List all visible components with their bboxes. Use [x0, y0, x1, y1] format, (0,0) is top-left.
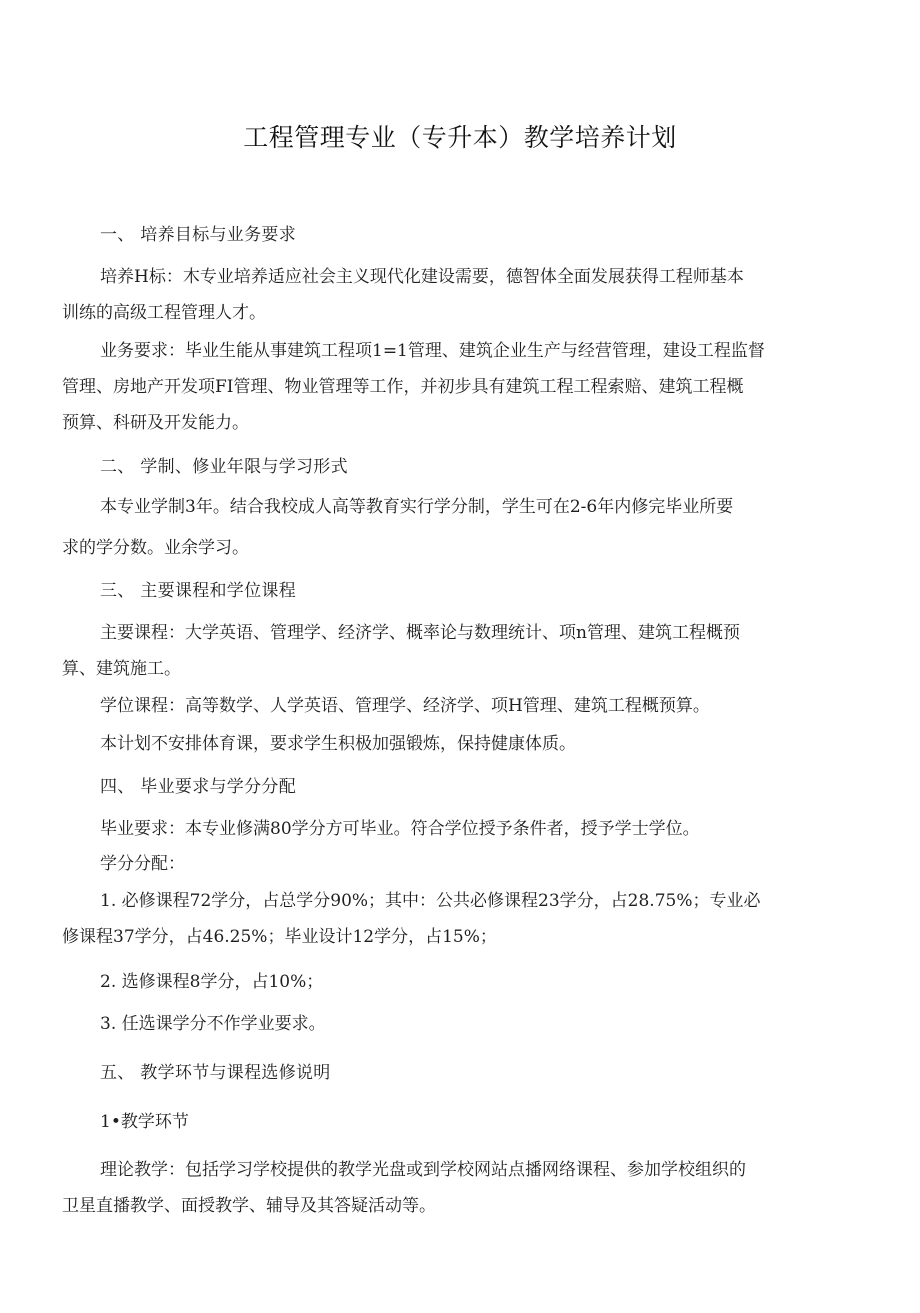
section-heading-1: 一、 培养目标与业务要求 — [100, 225, 297, 245]
degree-courses-line: 学位课程：高等数学、人学英语、管理学、经济学、项H管理、建筑工程概预算。 — [100, 696, 710, 716]
credit-item-2-line: 2. 选修课程8学分，占10%； — [100, 972, 324, 992]
theory-teaching-line-1: 理论教学：包括学习学校提供的教学光盘或到学校网站点播网络课程、参加学校组织的 — [100, 1160, 746, 1180]
credit-item-3-line: 3. 任选课学分不作学业要求。 — [100, 1014, 326, 1034]
business-line-1: 业务要求：毕业生能从事建筑工程项1=1管理、建筑企业生产与经营管理，建设工程监督 — [100, 341, 765, 361]
section-heading-2: 二、 学制、修业年限与学习形式 — [100, 457, 348, 477]
main-courses-line-1: 主要课程：大学英语、管理学、经济学、概率论与数理统计、项n管理、建筑工程概预 — [100, 623, 740, 643]
pe-note-line: 本计划不安排体育课，要求学生积极加强锻炼，保持健康体质。 — [100, 734, 576, 754]
credit-item-1-line-1: 1. 必修课程72学分，占总学分90%；其中：公共必修课程23学分，占28.75%；专业必 — [100, 891, 761, 911]
main-courses-line-2: 算、建筑施工。 — [62, 659, 181, 679]
duration-line-2: 求的学分数。业余学习。 — [62, 538, 249, 558]
subheading-teaching-stage: 1•教学环节 — [100, 1112, 189, 1132]
theory-teaching-line-2: 卫星直播教学、面授教学、辅导及其答疑活动等。 — [62, 1196, 436, 1216]
section-heading-4: 四、 毕业要求与学分分配 — [100, 777, 297, 797]
section-heading-3: 三、 主要课程和学位课程 — [100, 581, 297, 601]
goal-line-2: 训练的高级工程管理人才。 — [62, 303, 266, 323]
business-line-2: 管理、房地产开发项FI管理、物业管理等工作，并初步具有建筑工程工程索赔、建筑工程概 — [62, 377, 744, 397]
duration-line-1: 本专业学制3年。结合我校成人高等教育实行学分制，学生可在2-6年内修完毕业所要 — [100, 497, 734, 517]
credit-item-1-line-2: 修课程37学分，占46.25%；毕业设计12学分，占15%； — [62, 927, 497, 947]
business-line-3: 预算、科研及开发能力。 — [62, 413, 249, 433]
graduation-requirement-line: 毕业要求：本专业修满80学分方可毕业。符合学位授予条件者，授予学士学位。 — [100, 819, 700, 839]
document-title: 工程管理专业（专升本）教学培养计划 — [243, 123, 677, 152]
goal-line-1: 培养H标：木专业培养适应社会主义现代化建设需要，德智体全面发展获得工程师基本 — [100, 267, 744, 287]
section-heading-5: 五、 教学环节与课程选修说明 — [100, 1063, 331, 1083]
credit-allocation-label: 学分分配： — [100, 854, 185, 874]
